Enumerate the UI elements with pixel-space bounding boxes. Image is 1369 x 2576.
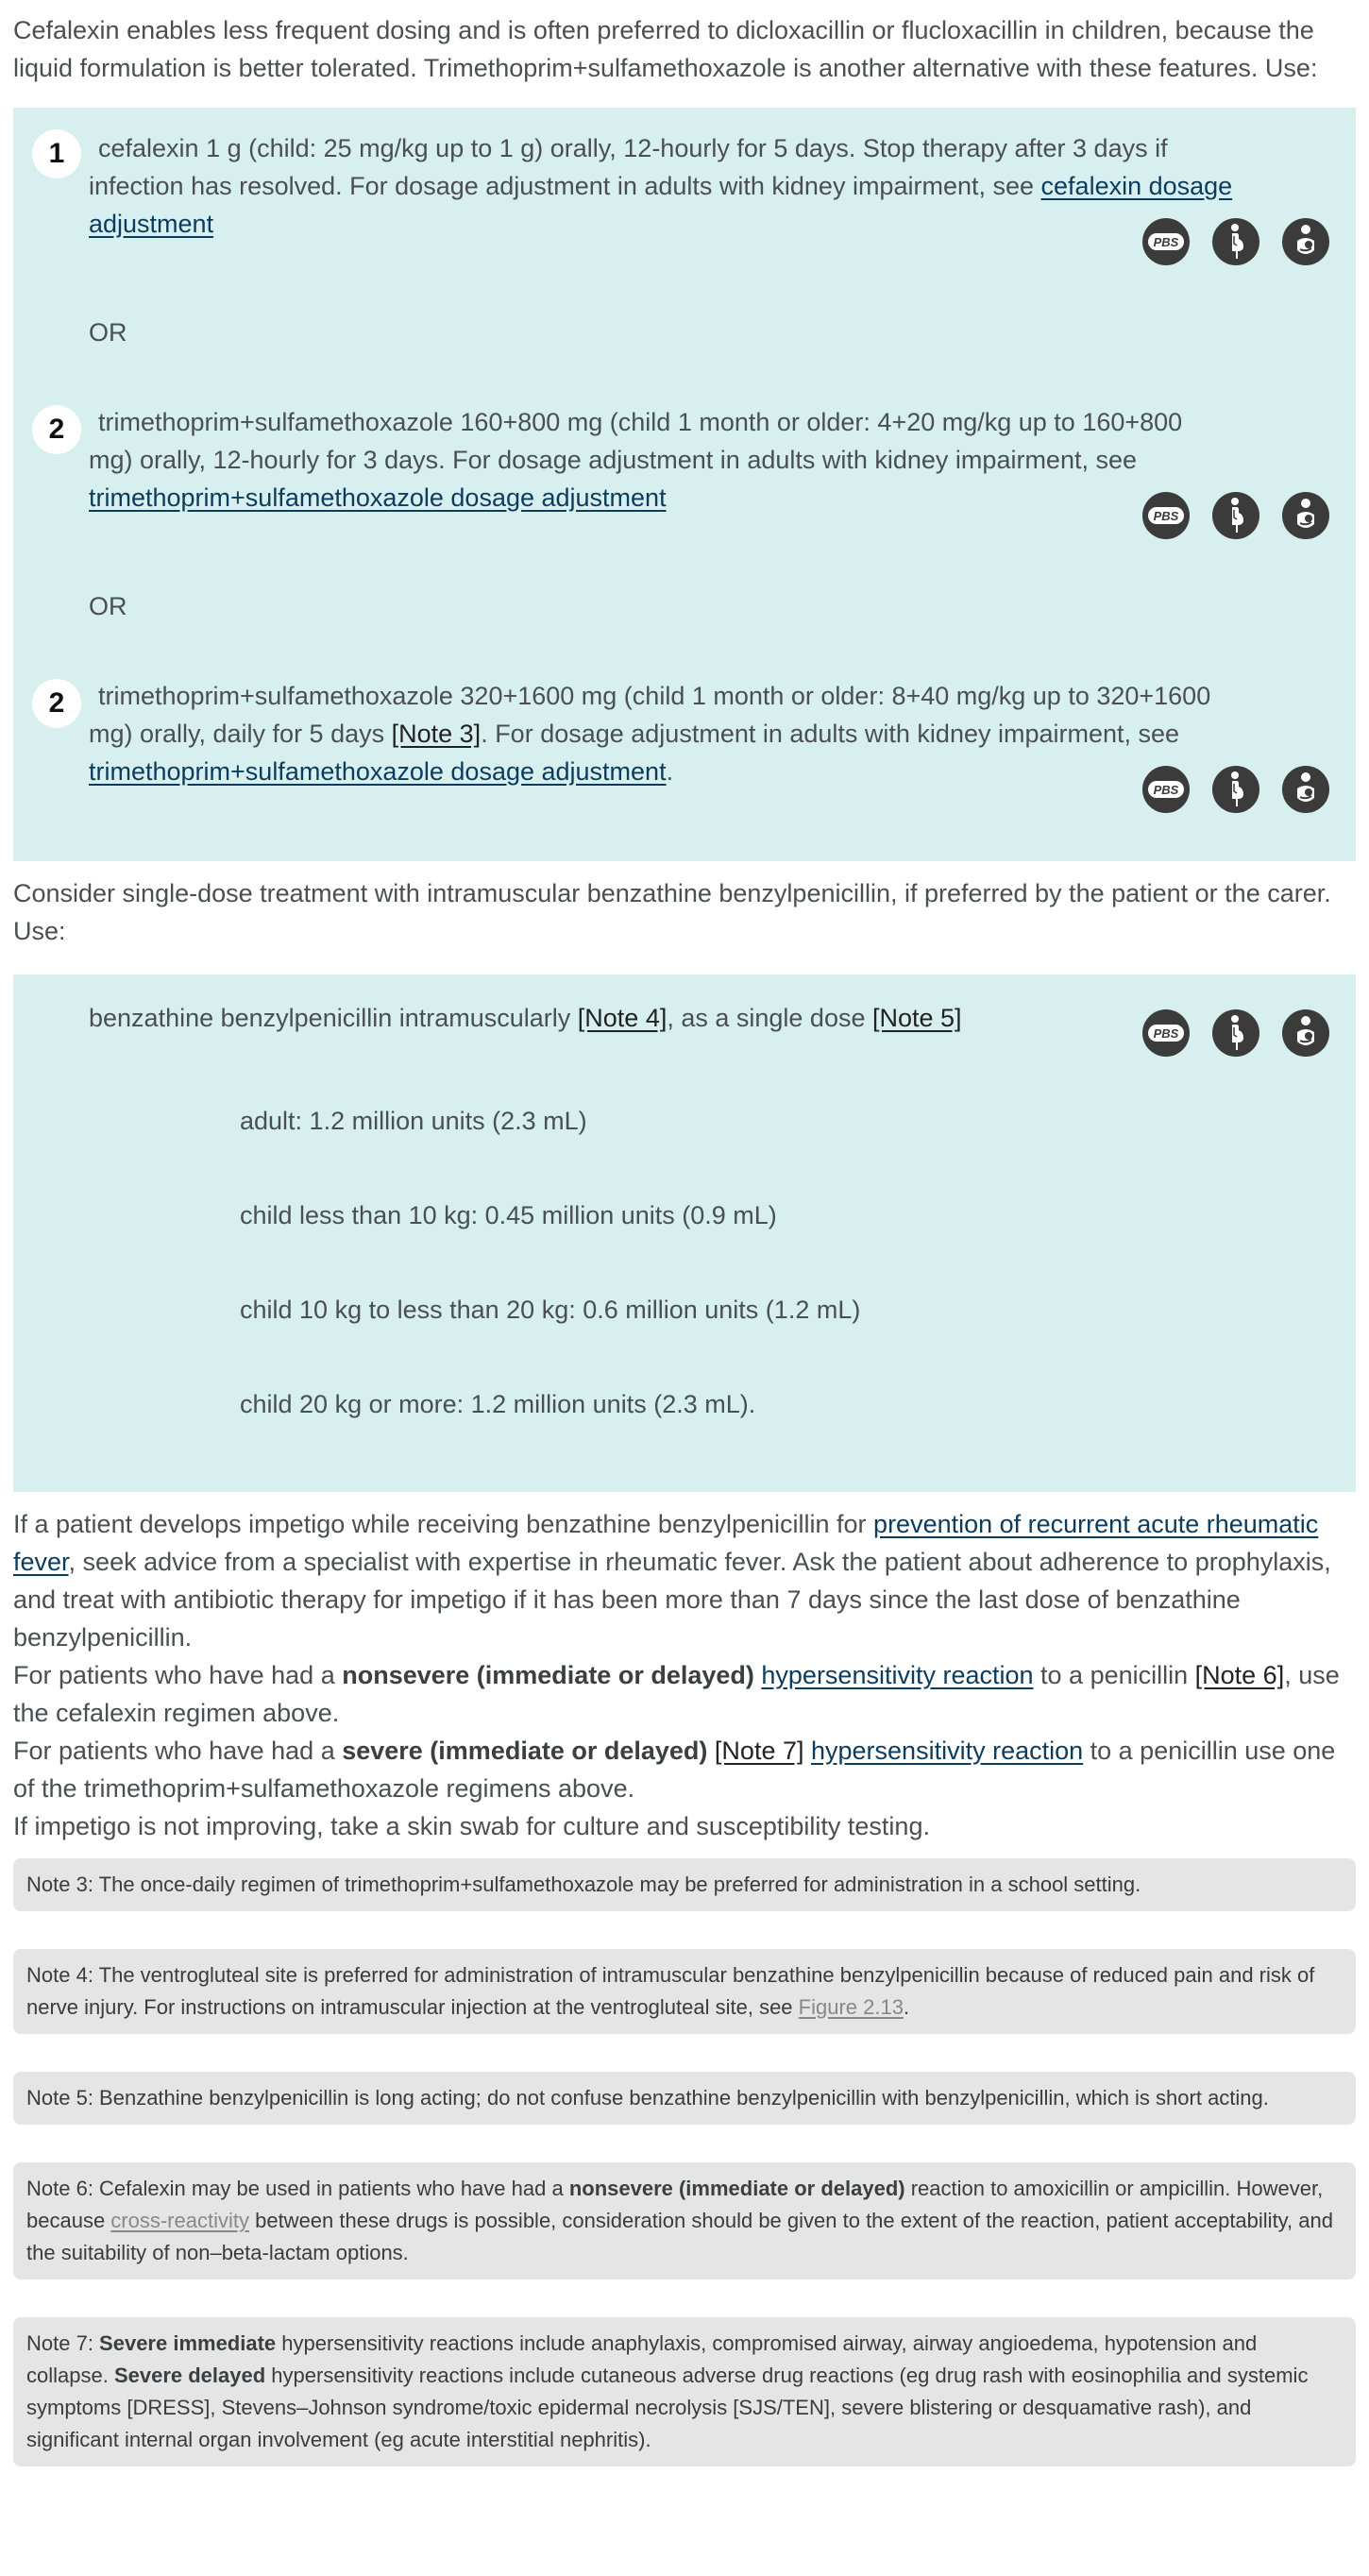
breastfeeding-icon[interactable] [1282, 766, 1329, 813]
note-text: between these drugs is possible, consideration should be given to the extent of the reaction, patient acceptability, and the suitability of non–beta-lactam options. [26, 2209, 1333, 2264]
pregnancy-icon[interactable] [1212, 218, 1259, 265]
paragraph-text: For patients who have had a [13, 1737, 343, 1765]
regimen-2-icons [1142, 492, 1329, 539]
bold-text: severe (immediate or delayed) [342, 1737, 708, 1765]
regimen-cefalexin [89, 129, 1233, 243]
note-text: hypersensitivity reactions include cutaneous adverse drug reactions (eg drug rash with eosinophilia and systemic symptoms [DRESS], Stevens–Johnson syndrome/toxic epidermal necrolysis [SJS/TEN], severe blistering or desquamative rash), and significant internal organ involvement (eg acute interstitial nephritis). [26, 2364, 1309, 2451]
regimen-text: cefalexin 1 g (child: 25 mg/kg up to 1 g) orally, 12-hourly for 5 days. Stop therapy after 3 days if infection has resolved. For dosage adjustment in adults with kidney impairment, see [89, 134, 1168, 200]
bold-text: Severe immediate [99, 2331, 277, 2355]
nonsevere-hypersensitivity-paragraph [13, 1656, 1356, 1732]
cross-reactivity-link[interactable]: cross-reactivity [110, 2209, 249, 2232]
note-4-link[interactable]: [Note 4] [577, 1004, 668, 1032]
benzathine-icons [1142, 1009, 1329, 1057]
dose-adult: adult: 1.2 million units (2.3 mL) [240, 1107, 587, 1135]
bold-text: nonsevere (immediate or delayed) [342, 1661, 754, 1689]
or-separator-2: OR [89, 592, 127, 620]
note-3-box: Note 3: The once-daily regimen of trimethoprim+sulfamethoxazole may be preferred for administration in a school setting. [13, 1858, 1356, 1911]
regimen-text: . [666, 757, 674, 786]
space [803, 1737, 811, 1765]
skin-swab-paragraph: If impetigo is not improving, take a skin swab for culture and susceptibility testing. [13, 1812, 930, 1840]
paragraph-text: to a penicillin [1033, 1661, 1195, 1689]
svg-text:PBS: PBS [1153, 1026, 1179, 1041]
svg-text:PBS: PBS [1153, 235, 1179, 249]
paragraph-text: , seek advice from a specialist with expertise in rheumatic fever. Ask the patient about adherence to prophylaxis, and treat with antibiotic therapy for impetigo if it has been more than 7 days since the last dose of benzathine benzylpenicillin. [13, 1548, 1331, 1652]
severe-hypersensitivity-paragraph [13, 1732, 1356, 1807]
regimen-tmp-smx-daily [89, 677, 1233, 790]
svg-text:PBS: PBS [1153, 509, 1179, 523]
tmp-smx-dosage-link[interactable]: trimethoprim+sulfamethoxazole dosage adjustment [89, 757, 667, 786]
tmp-smx-dosage-link[interactable]: trimethoprim+sulfamethoxazole dosage adjustment [89, 483, 667, 512]
regimen-text: , as a single dose [667, 1004, 872, 1032]
dose-child-10-to-20kg: child 10 kg to less than 20 kg: 0.6 million units (1.2 mL) [240, 1296, 861, 1324]
rheumatic-fever-paragraph [13, 1505, 1356, 1656]
note-text: . [903, 1995, 910, 2019]
note-7-link[interactable]: [Note 7] [714, 1737, 804, 1765]
regimen-1-icons [1142, 218, 1329, 265]
regimen-text: . For dosage adjustment in adults with kidney impairment, see [481, 720, 1180, 748]
regimen-text: trimethoprim+sulfamethoxazole 160+800 mg (child 1 month or older: 4+20 mg/kg up to 160+800 mg) orally, 12-hourly for 3 days. For dosage adjustment in adults with kidney impairment, see [89, 408, 1183, 474]
breastfeeding-icon[interactable] [1282, 218, 1329, 265]
note-text: Note 7: [26, 2331, 100, 2355]
rheumatic-fever-prevention-link[interactable]: prevention of recurrent acute rheumatic fever [13, 1510, 1319, 1576]
pbs-icon[interactable] [1142, 492, 1190, 539]
pbs-icon[interactable] [1142, 1009, 1190, 1057]
bold-text: Severe delayed [113, 2364, 266, 2387]
paragraph-text: For patients who have had a [13, 1661, 343, 1689]
cefalexin-dosage-link[interactable]: cefalexin dosage adjustment [89, 172, 1233, 238]
svg-text:PBS: PBS [1153, 783, 1179, 797]
pbs-icon[interactable] [1142, 766, 1190, 813]
regimen-3-icons [1142, 766, 1329, 813]
step-badge-2: 2 [32, 405, 81, 454]
benzathine-regimen [89, 999, 1233, 1037]
regimen-options-box [13, 108, 1356, 861]
note-text: Note 4: The ventrogluteal site is preferred for administration of intramuscular benzathine benzylpenicillin because of reduced pain and risk of nerve injury. For instructions on intramuscular injection at the ventrogluteal site, see [26, 1963, 1315, 2019]
intro-paragraph: Cefalexin enables less frequent dosing and is often preferred to dicloxacillin or flucloxacillin in children, because the liquid formulation is better tolerated. Trimethoprim+sulfamethoxazole is another alternative with these features. Use: [13, 16, 1318, 82]
figure-2-13-link[interactable]: Figure 2.13 [798, 1995, 904, 2019]
note-5-link[interactable]: [Note 5] [871, 1004, 962, 1032]
note-text: reaction to amoxicillin or ampicillin. However, because [26, 2177, 1324, 2232]
benzathine-regimen-box [13, 974, 1356, 1492]
note-6-box [13, 2162, 1356, 2279]
regimen-text: trimethoprim+sulfamethoxazole 320+1600 mg (child 1 month or older: 8+40 mg/kg up to 320+1600 mg) orally, daily for 5 days [89, 682, 1211, 748]
consider-single-dose-paragraph: Consider single-dose treatment with intramuscular benzathine benzylpenicillin, if preferred by the patient or the carer. Use: [13, 879, 1331, 945]
note-7-box [13, 2317, 1356, 2466]
space [707, 1737, 715, 1765]
breastfeeding-icon[interactable] [1282, 1009, 1329, 1057]
bold-text: nonsevere (immediate or delayed) [568, 2177, 905, 2200]
step-badge-3: 2 [32, 679, 81, 728]
step-badge-1: 1 [32, 129, 81, 178]
regimen-tmp-smx-12-hourly [89, 403, 1233, 517]
dose-child-20kg-plus: child 20 kg or more: 1.2 million units (2.3 mL). [240, 1390, 756, 1418]
note-3-link[interactable]: [Note 3] [391, 720, 482, 748]
hypersensitivity-reaction-link[interactable]: hypersensitivity reaction [811, 1737, 1084, 1765]
paragraph-text: , use the cefalexin regimen above. [13, 1661, 1340, 1727]
note-4-box [13, 1949, 1356, 2034]
pregnancy-icon[interactable] [1212, 492, 1259, 539]
pregnancy-icon[interactable] [1212, 1009, 1259, 1057]
note-text: hypersensitivity reactions include anaphylaxis, compromised airway, airway angioedema, hypotension and collapse. [26, 2331, 1258, 2387]
pbs-icon[interactable] [1142, 218, 1190, 265]
paragraph-text: to a penicillin use one of the trimethoprim+sulfamethoxazole regimens above. [13, 1737, 1336, 1803]
paragraph-text: If a patient develops impetigo while receiving benzathine benzylpenicillin for [13, 1510, 874, 1538]
breastfeeding-icon[interactable] [1282, 492, 1329, 539]
note-text: Note 6: Cefalexin may be used in patients who have had a [26, 2177, 569, 2200]
note-6-link[interactable]: [Note 6] [1194, 1661, 1285, 1689]
hypersensitivity-reaction-link[interactable]: hypersensitivity reaction [761, 1661, 1034, 1689]
or-separator-1: OR [89, 318, 127, 347]
regimen-text: benzathine benzylpenicillin intramuscularly [89, 1004, 578, 1032]
dose-child-under-10kg: child less than 10 kg: 0.45 million units (0.9 mL) [240, 1201, 777, 1229]
note-5-box: Note 5: Benzathine benzylpenicillin is long acting; do not confuse benzathine benzylpenicillin with benzylpenicillin, which is short acting. [13, 2072, 1356, 2125]
pregnancy-icon[interactable] [1212, 766, 1259, 813]
